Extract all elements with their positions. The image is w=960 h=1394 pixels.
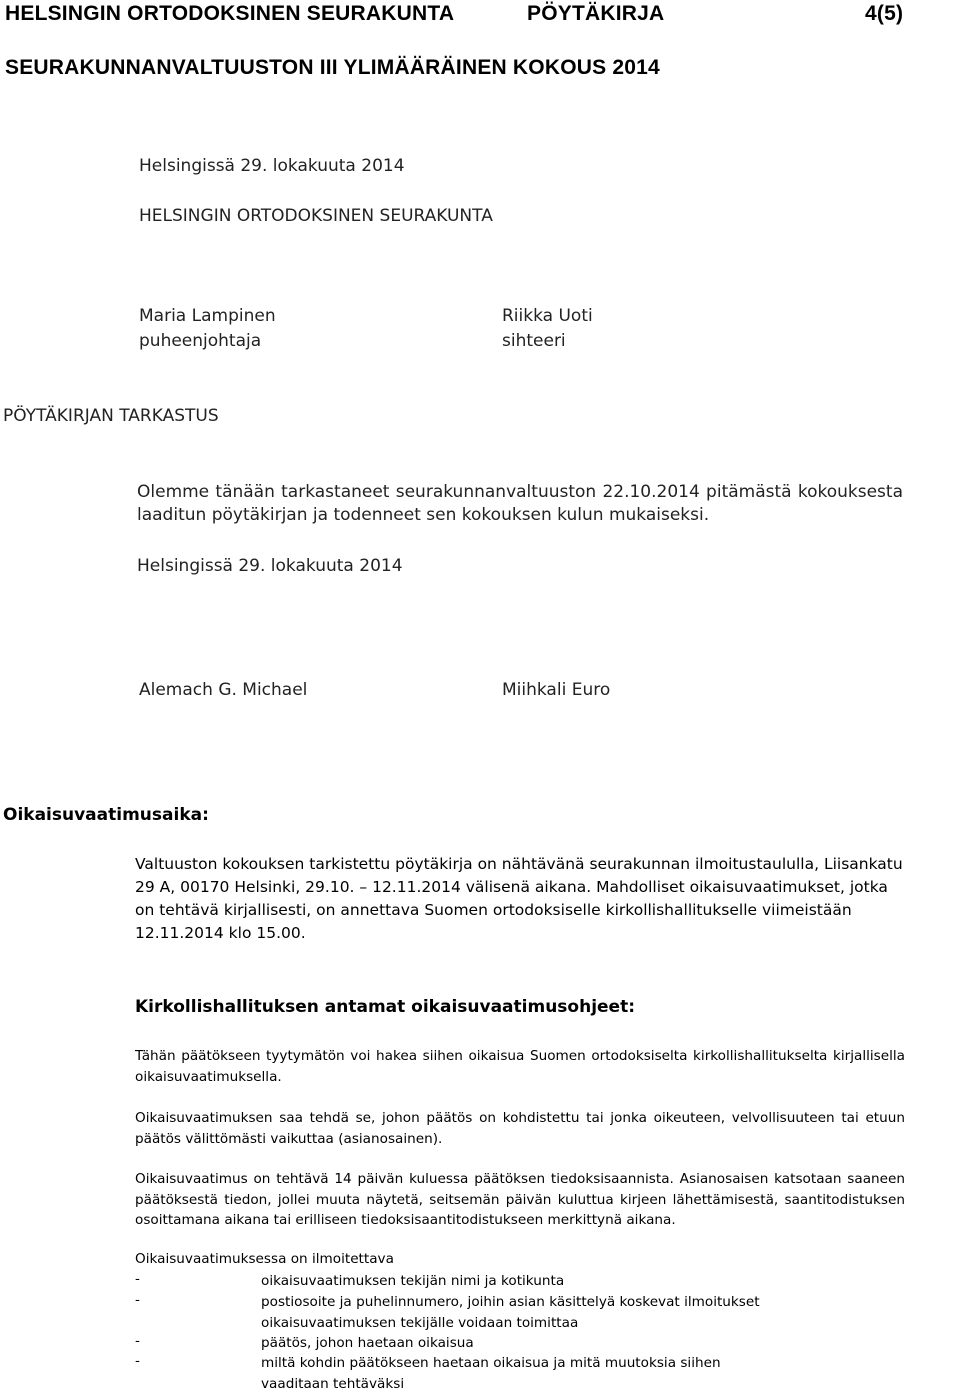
secretary-title: sihteeri — [502, 331, 566, 351]
appeal-period-heading: Oikaisuvaatimusaika: — [3, 805, 209, 825]
chair-title: puheenjohtaja — [139, 331, 262, 351]
list-dash: - — [135, 1271, 140, 1287]
list-dash: - — [135, 1292, 140, 1308]
appeal-period-text: Valtuuston kokouksen tarkistettu pöytäkirja on nähtävänä seurakunnan ilmoitustaululla, Liisankatu 29 A, 00170 Helsinki, 29.10. – 12.11.2014 välisenä aikana. Mahdolliset oikaisuvaatimukset, jotka on tehtävä kirjallisesti, on annettava Suomen ortodoksiselle kirkollishallitukselle viimeistään 12.11.2014 klo 15.00. — [135, 855, 903, 942]
instructions-heading: Kirkollishallituksen antamat oikaisuvaatimusohjeet: — [135, 997, 636, 1017]
chair-name: Maria Lampinen — [139, 306, 276, 326]
header-meeting: SEURAKUNNANVALTUUSTON III YLIMÄÄRÄINEN KOKOUS 2014 — [5, 56, 660, 79]
signing-place-date: Helsingissä 29. lokakuuta 2014 — [139, 156, 405, 176]
list-item: oikaisuvaatimuksen tekijän nimi ja kotikunta — [261, 1273, 565, 1289]
list-intro: Oikaisuvaatimuksessa on ilmoitettava — [135, 1251, 394, 1267]
review-heading: PÖYTÄKIRJAN TARKASTUS — [3, 406, 219, 426]
list-dash: - — [135, 1353, 140, 1369]
list-dash: - — [135, 1333, 140, 1349]
signing-org: HELSINGIN ORTODOKSINEN SEURAKUNTA — [139, 206, 493, 226]
header-org: HELSINGIN ORTODOKSINEN SEURAKUNTA — [5, 2, 455, 25]
header-doc-type: PÖYTÄKIRJA — [527, 2, 665, 25]
instructions-p1: Tähän päätökseen tyytymätön voi hakea siihen oikaisua Suomen ortodoksiselta kirkollishallitukselta kirjallisella oikaisuvaatimuksella. — [135, 1048, 905, 1085]
review-text: Olemme tänään tarkastaneet seurakunnanvaltuuston 22.10.2014 pitämästä kokouksesta laaditun pöytäkirjan ja todenneet sen kokouksen kulun mukaiseksi. — [137, 482, 903, 525]
reviewer-2: Miihkali Euro — [502, 680, 611, 700]
page-number: 4(5) — [865, 2, 904, 25]
list-item: päätös, johon haetaan oikaisua — [261, 1335, 474, 1351]
instructions-p2: Oikaisuvaatimuksen saa tehdä se, johon päätös on kohdistettu tai jonka oikeuteen, velvollisuuteen tai etuun päätös välittömästi vaikuttaa (asianosainen). — [135, 1110, 905, 1147]
list-item: postiosoite ja puhelinnumero, joihin asian käsittelyä koskevat ilmoitukset oikaisuvaatimuksen tekijälle voidaan toimittaa — [261, 1294, 760, 1331]
reviewer-1: Alemach G. Michael — [139, 680, 308, 700]
instructions-p3: Oikaisuvaatimus on tehtävä 14 päivän kuluessa päätöksen tiedoksisaannista. Asianosaisen katsotaan saaneen päätöksestä tiedon, jollei muuta näytetä, seitsemän päivän kuluttua kirjeen lähettämisestä, saantitodistuksen osoittamana aikana tai erilliseen tiedoksisaantitodistukseen merkittynä aikana. — [135, 1171, 905, 1228]
review-place-date: Helsingissä 29. lokakuuta 2014 — [137, 556, 403, 576]
list-item: miltä kohdin päätökseen haetaan oikaisua ja mitä muutoksia siihen vaaditaan tehtäväksi — [261, 1355, 721, 1392]
secretary-name: Riikka Uoti — [502, 306, 593, 326]
